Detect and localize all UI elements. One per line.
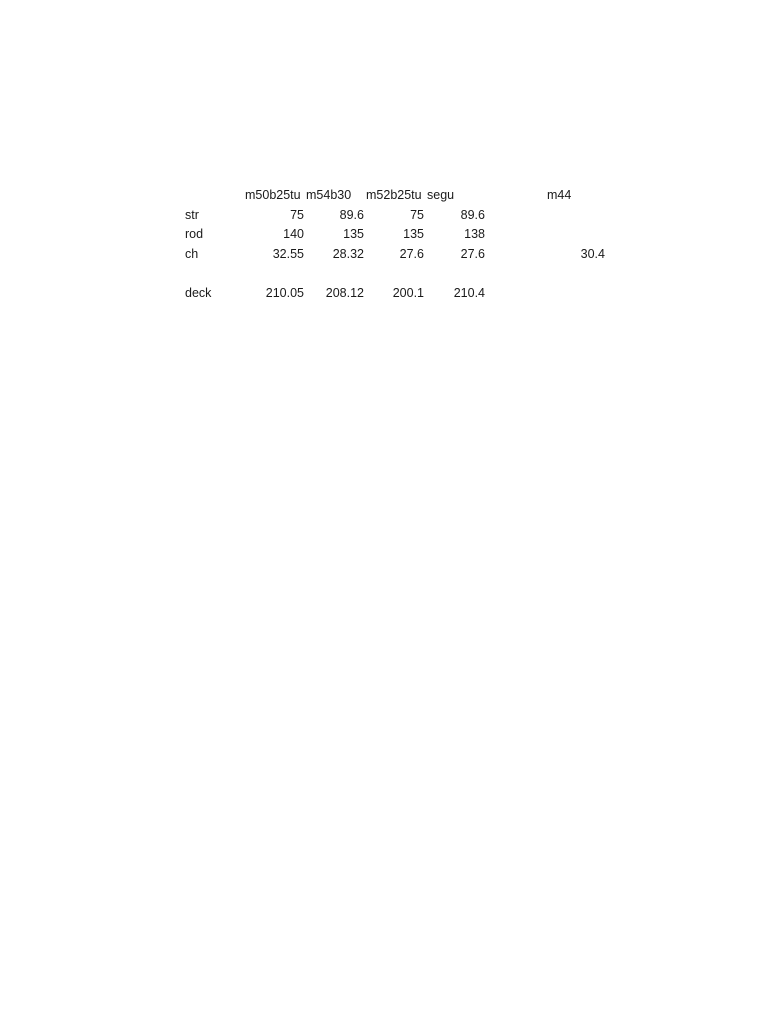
table-row xyxy=(0,225,768,243)
value-cell[interactable]: 140 xyxy=(283,227,304,241)
value-cell[interactable]: 200.1 xyxy=(392,286,424,300)
value-cell[interactable]: 75 xyxy=(410,208,424,222)
value-cell[interactable]: 135 xyxy=(343,227,364,241)
value-cell[interactable]: 27.6 xyxy=(460,247,485,261)
header-cell[interactable]: m54b30 xyxy=(306,188,352,202)
header-cell[interactable]: m50b25tu xyxy=(245,188,301,202)
value-cell[interactable]: 75 xyxy=(290,208,304,222)
value-cell[interactable]: 89.6 xyxy=(460,208,485,222)
row-label-cell[interactable]: rod xyxy=(185,227,204,241)
value-cell[interactable]: 30.4 xyxy=(580,247,605,261)
row-label-cell[interactable]: ch xyxy=(185,247,199,261)
header-cell[interactable]: segu xyxy=(427,188,455,202)
value-cell[interactable]: 135 xyxy=(403,227,424,241)
header-cell[interactable]: m44 xyxy=(547,188,572,202)
value-cell[interactable]: 210.4 xyxy=(453,286,485,300)
table-row xyxy=(0,206,768,224)
row-label-cell[interactable]: deck xyxy=(185,286,212,300)
header-cell[interactable]: m52b25tu xyxy=(366,188,422,202)
value-cell[interactable]: 28.32 xyxy=(332,247,364,261)
value-cell[interactable]: 32.55 xyxy=(272,247,304,261)
row-label-cell[interactable]: str xyxy=(185,208,199,222)
value-cell[interactable]: 89.6 xyxy=(339,208,364,222)
value-cell[interactable]: 27.6 xyxy=(399,247,424,261)
table-row xyxy=(0,245,768,263)
table-row xyxy=(0,284,768,302)
header-row xyxy=(0,186,768,204)
value-cell[interactable]: 210.05 xyxy=(265,286,304,300)
value-cell[interactable]: 138 xyxy=(464,227,485,241)
value-cell[interactable]: 208.12 xyxy=(325,286,364,300)
